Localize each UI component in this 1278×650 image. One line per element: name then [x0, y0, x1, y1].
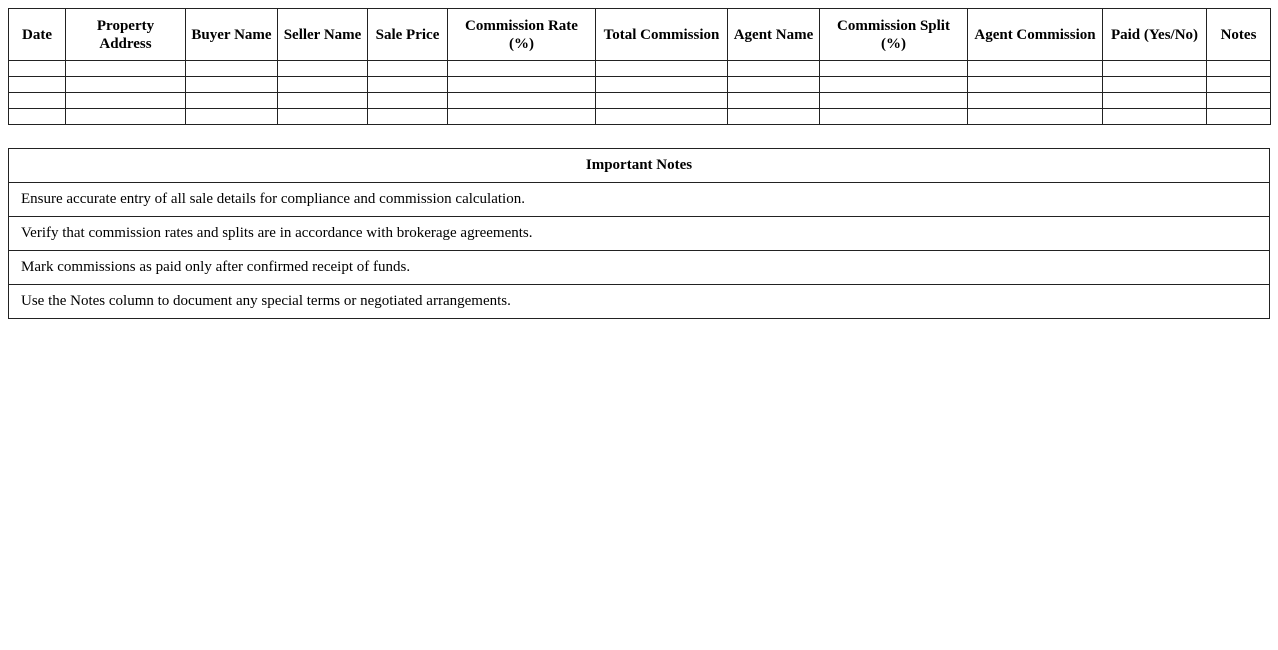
- cell-commission-rate[interactable]: [448, 61, 596, 77]
- cell-agent-commission[interactable]: [968, 109, 1103, 125]
- column-header-paid: Paid (Yes/No): [1103, 9, 1207, 61]
- table-row: [9, 61, 1271, 77]
- cell-notes[interactable]: [1207, 77, 1271, 93]
- cell-seller-name[interactable]: [278, 93, 368, 109]
- cell-commission-rate[interactable]: [448, 93, 596, 109]
- cell-sale-price[interactable]: [368, 93, 448, 109]
- cell-agent-name[interactable]: [728, 109, 820, 125]
- column-header-date: Date: [9, 9, 66, 61]
- column-header-seller-name: Seller Name: [278, 9, 368, 61]
- table-row: [9, 77, 1271, 93]
- cell-buyer-name[interactable]: [186, 93, 278, 109]
- column-header-agent-commission: Agent Commission: [968, 9, 1103, 61]
- cell-sale-price[interactable]: [368, 61, 448, 77]
- column-header-buyer-name: Buyer Name: [186, 9, 278, 61]
- column-header-commission-rate: Commission Rate (%): [448, 9, 596, 61]
- cell-commission-split[interactable]: [820, 109, 968, 125]
- cell-property-address[interactable]: [66, 93, 186, 109]
- cell-total-commission[interactable]: [596, 61, 728, 77]
- cell-notes[interactable]: [1207, 109, 1271, 125]
- cell-paid[interactable]: [1103, 77, 1207, 93]
- cell-commission-split[interactable]: [820, 77, 968, 93]
- cell-commission-rate[interactable]: [448, 77, 596, 93]
- note-row: [9, 183, 1270, 217]
- note-row: [9, 251, 1270, 285]
- column-header-total-commission: Total Commission: [596, 9, 728, 61]
- cell-total-commission[interactable]: [596, 93, 728, 109]
- cell-date[interactable]: [9, 93, 66, 109]
- cell-sale-price[interactable]: [368, 77, 448, 93]
- cell-date[interactable]: [9, 109, 66, 125]
- cell-property-address[interactable]: [66, 77, 186, 93]
- cell-paid[interactable]: [1103, 61, 1207, 77]
- cell-paid[interactable]: [1103, 93, 1207, 109]
- column-header-agent-name: Agent Name: [728, 9, 820, 61]
- header-row: [9, 9, 1271, 61]
- notes-header-row: [9, 149, 1270, 183]
- note-item: Verify that commission rates and splits are in accordance with brokerage agreements.: [9, 217, 1270, 251]
- cell-property-address[interactable]: [66, 109, 186, 125]
- cell-agent-name[interactable]: [728, 93, 820, 109]
- note-item: Use the Notes column to document any special terms or negotiated arrangements.: [9, 285, 1270, 319]
- cell-commission-split[interactable]: [820, 93, 968, 109]
- note-item: Mark commissions as paid only after confirmed receipt of funds.: [9, 251, 1270, 285]
- note-row: [9, 285, 1270, 319]
- cell-notes[interactable]: [1207, 61, 1271, 77]
- cell-total-commission[interactable]: [596, 109, 728, 125]
- cell-notes[interactable]: [1207, 93, 1271, 109]
- table-row: [9, 93, 1271, 109]
- cell-agent-commission[interactable]: [968, 77, 1103, 93]
- cell-total-commission[interactable]: [596, 77, 728, 93]
- cell-paid[interactable]: [1103, 109, 1207, 125]
- cell-buyer-name[interactable]: [186, 77, 278, 93]
- commission-tracker-table: [8, 8, 1271, 125]
- note-item: Ensure accurate entry of all sale details for compliance and commission calculation.: [9, 183, 1270, 217]
- cell-date[interactable]: [9, 61, 66, 77]
- cell-commission-split[interactable]: [820, 61, 968, 77]
- cell-property-address[interactable]: [66, 61, 186, 77]
- column-header-notes: Notes: [1207, 9, 1271, 61]
- column-header-property-address: Property Address: [66, 9, 186, 61]
- cell-seller-name[interactable]: [278, 61, 368, 77]
- cell-sale-price[interactable]: [368, 109, 448, 125]
- cell-buyer-name[interactable]: [186, 109, 278, 125]
- cell-agent-name[interactable]: [728, 61, 820, 77]
- important-notes-table: [8, 148, 1270, 319]
- cell-commission-rate[interactable]: [448, 109, 596, 125]
- cell-date[interactable]: [9, 77, 66, 93]
- note-row: [9, 217, 1270, 251]
- column-header-sale-price: Sale Price: [368, 9, 448, 61]
- cell-agent-commission[interactable]: [968, 93, 1103, 109]
- cell-seller-name[interactable]: [278, 109, 368, 125]
- cell-agent-commission[interactable]: [968, 61, 1103, 77]
- cell-buyer-name[interactable]: [186, 61, 278, 77]
- notes-title: Important Notes: [9, 149, 1270, 183]
- table-row: [9, 109, 1271, 125]
- cell-seller-name[interactable]: [278, 77, 368, 93]
- cell-agent-name[interactable]: [728, 77, 820, 93]
- column-header-commission-split: Commission Split (%): [820, 9, 968, 61]
